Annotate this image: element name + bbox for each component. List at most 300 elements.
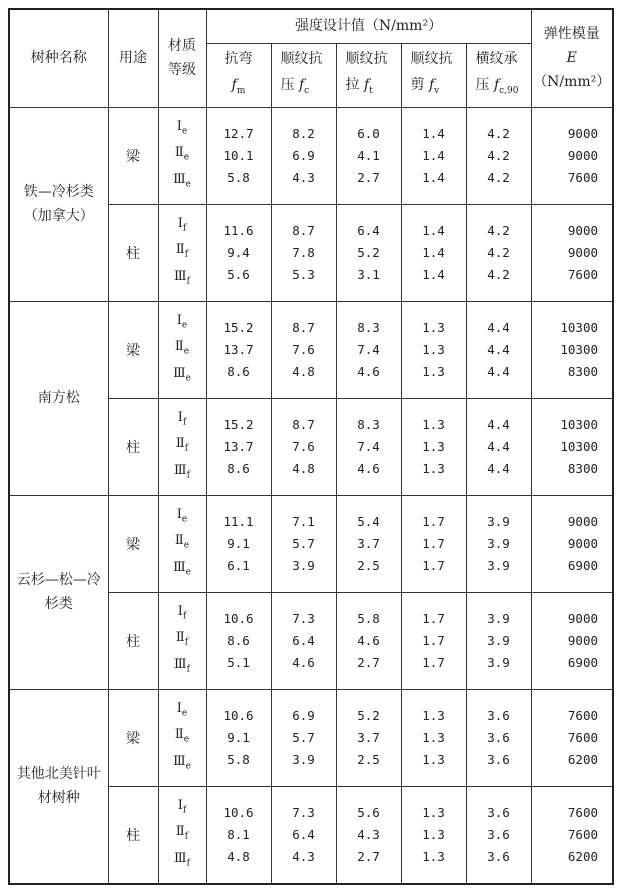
value: 7600 xyxy=(567,729,599,745)
value: 5.6 xyxy=(227,266,250,282)
header-grade-label: 材质等级 xyxy=(168,38,196,79)
table-row-block xyxy=(9,107,613,204)
value: 6200 xyxy=(567,848,599,864)
value-cell xyxy=(531,398,613,495)
grade-numeral: Ⅲ xyxy=(173,753,186,769)
value: 7600 xyxy=(567,169,599,185)
header-col-4 xyxy=(466,43,531,107)
value: 4.2 xyxy=(487,169,510,185)
symbol-subscript: t xyxy=(369,85,373,96)
header-col-content xyxy=(281,46,327,104)
grade-label xyxy=(159,336,206,363)
symbol: f xyxy=(231,77,237,94)
value: 7.3 xyxy=(292,610,315,626)
value: 1.4 xyxy=(422,266,445,282)
value-cell xyxy=(401,107,466,204)
value-cell xyxy=(336,204,401,301)
grade-subscript: f xyxy=(182,417,187,428)
header-col-label: 顺纹抗拉 xyxy=(345,51,388,94)
grade-numeral: Ⅱ xyxy=(174,339,184,355)
grade-label xyxy=(159,213,206,240)
value: 3.6 xyxy=(487,751,510,767)
value: 2.5 xyxy=(357,557,380,573)
value: 3.7 xyxy=(357,729,380,745)
value: 8300 xyxy=(567,460,599,476)
grade-subscript: e xyxy=(181,708,188,719)
grade-label xyxy=(159,557,206,584)
header-col-label: 顺纹抗剪 xyxy=(410,51,453,94)
value: 1.3 xyxy=(422,707,445,723)
grade-subscript: e xyxy=(183,540,190,551)
value: 4.2 xyxy=(487,222,510,238)
grade-numeral: Ⅰ xyxy=(176,506,182,522)
grade-label xyxy=(159,310,206,337)
grade-numeral: Ⅰ xyxy=(177,603,183,619)
table-row-block xyxy=(9,495,613,592)
grade-subscript: f xyxy=(184,443,189,454)
grade-subscript: e xyxy=(183,734,190,745)
grade-subscript: e xyxy=(183,346,190,357)
value: 7600 xyxy=(567,804,599,820)
grade-label xyxy=(159,654,206,681)
grade-label xyxy=(159,601,206,628)
value: 1.3 xyxy=(422,848,445,864)
value: 6.4 xyxy=(292,632,315,648)
value: 4.4 xyxy=(487,341,510,357)
value: 8.1 xyxy=(227,826,250,842)
value: 7600 xyxy=(567,826,599,842)
value: 5.6 xyxy=(357,804,380,820)
grade-numeral: Ⅱ xyxy=(174,533,184,549)
value: 5.8 xyxy=(227,169,250,185)
grade-label xyxy=(159,266,206,293)
value: 1.4 xyxy=(422,169,445,185)
value: 9.1 xyxy=(227,729,250,745)
grade-numeral: Ⅱ xyxy=(174,727,184,743)
value: 1.3 xyxy=(422,826,445,842)
value: 11.6 xyxy=(223,222,254,238)
value: 1.3 xyxy=(422,804,445,820)
value: 3.7 xyxy=(357,535,380,551)
table-row-block xyxy=(9,301,613,398)
header-species: 树种名称 xyxy=(9,9,108,107)
use-label: 柱 xyxy=(108,592,158,689)
value: 3.9 xyxy=(487,654,510,670)
header-col-content xyxy=(411,46,457,104)
value-cell xyxy=(336,495,401,592)
value-cell xyxy=(336,786,401,884)
value: 4.1 xyxy=(357,147,380,163)
value: 4.3 xyxy=(292,848,315,864)
value: 4.2 xyxy=(487,147,510,163)
value: 3.9 xyxy=(487,535,510,551)
value-cell xyxy=(271,398,336,495)
grade-numeral: Ⅰ xyxy=(176,700,182,716)
value: 7.8 xyxy=(292,244,315,260)
value: 1.3 xyxy=(422,319,445,335)
grade-label xyxy=(159,698,206,725)
value: 1.3 xyxy=(422,729,445,745)
value-cell xyxy=(466,204,531,301)
value: 8.3 xyxy=(357,416,380,432)
grade-subscript: e xyxy=(185,567,191,578)
value: 5.1 xyxy=(227,654,250,670)
value-cell xyxy=(401,786,466,884)
grade-numeral: Ⅰ xyxy=(177,409,183,425)
value: 8.6 xyxy=(227,363,250,379)
value-cell xyxy=(336,398,401,495)
grade-subscript: f xyxy=(186,276,190,287)
grade-cell xyxy=(158,204,206,301)
header-col-symbol xyxy=(363,77,373,96)
symbol: f xyxy=(298,77,305,94)
value: 1.7 xyxy=(422,610,445,626)
header-col-symbol xyxy=(216,72,262,104)
value-cell xyxy=(401,204,466,301)
symbol-subscript: v xyxy=(434,85,440,96)
value: 7.6 xyxy=(292,341,315,357)
value: 5.7 xyxy=(292,729,315,745)
header-use: 用途 xyxy=(108,9,158,107)
value: 10300 xyxy=(560,416,599,432)
value-cell xyxy=(531,495,613,592)
grade-label xyxy=(159,363,206,390)
value-cell xyxy=(206,495,271,592)
grade-numeral: Ⅲ xyxy=(173,559,186,575)
value: 3.6 xyxy=(487,826,510,842)
header-col-symbol xyxy=(493,77,519,96)
value: 1.7 xyxy=(422,513,445,529)
value: 8.3 xyxy=(357,319,380,335)
value: 4.3 xyxy=(292,169,315,185)
header-modulus xyxy=(531,9,613,107)
header-col-content xyxy=(216,46,262,104)
header-strength-group: 强度设计值（N/mm²） xyxy=(206,9,531,43)
species-name: 云杉—松—冷杉类 xyxy=(9,495,108,689)
grade-numeral: Ⅱ xyxy=(174,145,184,161)
value: 3.6 xyxy=(487,729,510,745)
value: 8.7 xyxy=(292,319,315,335)
value: 10.1 xyxy=(223,147,254,163)
grade-label xyxy=(159,239,206,266)
value-cell xyxy=(206,107,271,204)
grade-cell xyxy=(158,592,206,689)
grade-subscript: f xyxy=(184,249,189,260)
grade-numeral: Ⅰ xyxy=(177,215,183,231)
value: 9000 xyxy=(567,125,599,141)
value: 4.6 xyxy=(357,363,380,379)
grade-cell xyxy=(158,689,206,786)
value: 4.6 xyxy=(357,632,380,648)
grade-label xyxy=(159,751,206,778)
value: 4.4 xyxy=(487,363,510,379)
value: 1.3 xyxy=(422,460,445,476)
value: 3.6 xyxy=(487,707,510,723)
value: 4.8 xyxy=(227,848,250,864)
value: 3.9 xyxy=(487,557,510,573)
species-name: 铁—冷杉类（加拿大） xyxy=(9,107,108,301)
value: 10.6 xyxy=(223,707,254,723)
value: 1.7 xyxy=(422,654,445,670)
grade-numeral: Ⅱ xyxy=(175,630,185,646)
value-cell xyxy=(466,495,531,592)
header-grade xyxy=(158,9,206,107)
value: 3.6 xyxy=(487,804,510,820)
value: 3.9 xyxy=(487,632,510,648)
value: 1.4 xyxy=(422,125,445,141)
header-col-symbol xyxy=(298,77,310,96)
value-cell xyxy=(531,301,613,398)
grade-label xyxy=(159,169,206,196)
grade-subscript: f xyxy=(184,831,189,842)
grade-subscript: f xyxy=(182,611,187,622)
grade-numeral: Ⅲ xyxy=(174,656,187,672)
grade-numeral: Ⅲ xyxy=(174,850,187,866)
value-cell xyxy=(271,301,336,398)
grade-numeral: Ⅲ xyxy=(174,268,187,284)
grade-label xyxy=(159,116,206,143)
value-cell xyxy=(271,592,336,689)
value: 9000 xyxy=(567,535,599,551)
value-cell xyxy=(531,689,613,786)
value-cell xyxy=(271,204,336,301)
symbol-subscript: c xyxy=(304,85,310,96)
grade-subscript: f xyxy=(182,805,187,816)
grade-subscript: e xyxy=(185,373,191,384)
value-cell xyxy=(531,204,613,301)
grade-label xyxy=(159,460,206,487)
value-cell xyxy=(466,107,531,204)
grade-numeral: Ⅲ xyxy=(174,462,187,478)
value-cell xyxy=(466,301,531,398)
header-col-content xyxy=(346,46,392,104)
value: 7600 xyxy=(567,266,599,282)
header-col-1 xyxy=(271,43,336,107)
value: 4.8 xyxy=(292,363,315,379)
value: 5.8 xyxy=(357,610,380,626)
symbol: f xyxy=(493,77,500,94)
table-row-block xyxy=(9,689,613,786)
value: 3.9 xyxy=(292,557,315,573)
value-cell xyxy=(466,398,531,495)
header-col-label: 抗弯 xyxy=(224,51,253,68)
value-cell xyxy=(271,786,336,884)
value: 3.6 xyxy=(487,848,510,864)
value: 5.2 xyxy=(357,244,380,260)
grade-subscript: e xyxy=(185,179,191,190)
value: 8.7 xyxy=(292,222,315,238)
value: 2.7 xyxy=(357,169,380,185)
grade-subscript: f xyxy=(182,223,187,234)
value: 6900 xyxy=(567,654,599,670)
value-cell xyxy=(336,689,401,786)
value: 6.4 xyxy=(292,826,315,842)
header-modulus-label: 弹性模量 xyxy=(543,26,600,43)
symbol-subscript: c,90 xyxy=(499,85,519,96)
value: 1.7 xyxy=(422,557,445,573)
grade-cell xyxy=(158,301,206,398)
value: 1.4 xyxy=(422,147,445,163)
value-cell xyxy=(401,398,466,495)
value: 1.4 xyxy=(422,222,445,238)
grade-numeral: Ⅱ xyxy=(175,824,185,840)
value-cell xyxy=(206,301,271,398)
value-cell xyxy=(206,204,271,301)
value-cell xyxy=(466,689,531,786)
header-modulus-symbol: E xyxy=(566,50,577,67)
value: 3.9 xyxy=(487,513,510,529)
value: 1.7 xyxy=(422,632,445,648)
value-cell xyxy=(401,689,466,786)
grade-numeral: Ⅰ xyxy=(177,797,183,813)
value: 6900 xyxy=(567,557,599,573)
value: 9.1 xyxy=(227,535,250,551)
value: 9000 xyxy=(567,632,599,648)
grade-subscript: e xyxy=(181,320,188,331)
use-label: 柱 xyxy=(108,204,158,301)
value-cell xyxy=(336,301,401,398)
value: 10.6 xyxy=(223,610,254,626)
value: 1.4 xyxy=(422,244,445,260)
value: 9000 xyxy=(567,244,599,260)
value: 4.2 xyxy=(487,125,510,141)
value: 8.6 xyxy=(227,632,250,648)
value: 7.4 xyxy=(357,341,380,357)
value-cell xyxy=(531,786,613,884)
header-modulus-unit: （N/mm²） xyxy=(533,74,611,91)
value: 4.2 xyxy=(487,266,510,282)
value: 8.2 xyxy=(292,125,315,141)
value: 1.3 xyxy=(422,438,445,454)
grade-label xyxy=(159,627,206,654)
grade-subscript: f xyxy=(186,664,190,675)
value: 2.7 xyxy=(357,654,380,670)
value: 1.3 xyxy=(422,416,445,432)
value-cell xyxy=(401,301,466,398)
value: 6.9 xyxy=(292,707,315,723)
grade-numeral: Ⅱ xyxy=(175,436,185,452)
value-cell xyxy=(271,495,336,592)
value: 9.4 xyxy=(227,244,250,260)
value-cell xyxy=(336,592,401,689)
value: 6.1 xyxy=(227,557,250,573)
grade-cell xyxy=(158,107,206,204)
use-label: 梁 xyxy=(108,107,158,204)
grade-subscript: e xyxy=(183,152,190,163)
value: 1.7 xyxy=(422,535,445,551)
value: 5.8 xyxy=(227,751,250,767)
value: 4.4 xyxy=(487,416,510,432)
grade-cell xyxy=(158,495,206,592)
value-cell xyxy=(271,689,336,786)
value: 13.7 xyxy=(223,438,254,454)
value: 3.9 xyxy=(487,610,510,626)
value: 6.0 xyxy=(357,125,380,141)
value: 10300 xyxy=(560,438,599,454)
value: 9000 xyxy=(567,147,599,163)
value-cell xyxy=(336,107,401,204)
grade-label xyxy=(159,821,206,848)
value: 4.4 xyxy=(487,438,510,454)
value: 8.7 xyxy=(292,416,315,432)
grade-subscript: e xyxy=(185,761,191,772)
grade-label xyxy=(159,795,206,822)
value: 1.3 xyxy=(422,363,445,379)
value: 4.8 xyxy=(292,460,315,476)
grade-numeral: Ⅱ xyxy=(175,242,185,258)
grade-numeral: Ⅲ xyxy=(173,365,186,381)
value: 8300 xyxy=(567,363,599,379)
value-cell xyxy=(531,107,613,204)
value: 7.1 xyxy=(292,513,315,529)
value-cell xyxy=(466,592,531,689)
grade-numeral: Ⅰ xyxy=(176,312,182,328)
value: 15.2 xyxy=(223,416,254,432)
header-col-2 xyxy=(336,43,401,107)
grade-cell xyxy=(158,398,206,495)
header-col-label: 横纹承压 xyxy=(475,51,518,94)
value: 4.6 xyxy=(357,460,380,476)
value: 3.9 xyxy=(292,751,315,767)
value: 1.3 xyxy=(422,341,445,357)
value: 10300 xyxy=(560,319,599,335)
grade-label xyxy=(159,407,206,434)
value: 10300 xyxy=(560,341,599,357)
species-name: 其他北美针叶材树种 xyxy=(9,689,108,884)
value: 7.3 xyxy=(292,804,315,820)
value: 3.1 xyxy=(357,266,380,282)
header-col-label: 顺纹抗压 xyxy=(280,51,323,94)
value-cell xyxy=(466,786,531,884)
value: 4.3 xyxy=(357,826,380,842)
value: 1.3 xyxy=(422,751,445,767)
value: 13.7 xyxy=(223,341,254,357)
use-label: 柱 xyxy=(108,786,158,884)
value: 7.6 xyxy=(292,438,315,454)
value-cell xyxy=(206,689,271,786)
grade-label xyxy=(159,848,206,875)
value: 11.1 xyxy=(223,513,254,529)
header-col-0 xyxy=(206,43,271,107)
value: 9000 xyxy=(567,222,599,238)
value: 4.4 xyxy=(487,460,510,476)
grade-subscript: f xyxy=(184,637,189,648)
value: 4.4 xyxy=(487,319,510,335)
species-name: 南方松 xyxy=(9,301,108,495)
header-col-3 xyxy=(401,43,466,107)
grade-label xyxy=(159,504,206,531)
value: 5.2 xyxy=(357,707,380,723)
value: 9000 xyxy=(567,610,599,626)
grade-numeral: Ⅰ xyxy=(176,118,182,134)
symbol: f xyxy=(363,77,370,94)
value: 5.4 xyxy=(357,513,380,529)
use-label: 梁 xyxy=(108,689,158,786)
value: 2.5 xyxy=(357,751,380,767)
grade-label xyxy=(159,433,206,460)
use-label: 梁 xyxy=(108,495,158,592)
value-cell xyxy=(401,592,466,689)
grade-subscript: f xyxy=(186,470,190,481)
value: 10.6 xyxy=(223,804,254,820)
value: 2.7 xyxy=(357,848,380,864)
symbol: f xyxy=(428,77,435,94)
grade-cell xyxy=(158,786,206,884)
grade-subscript: f xyxy=(186,858,190,869)
value: 7600 xyxy=(567,707,599,723)
grade-label xyxy=(159,724,206,751)
value-cell xyxy=(531,592,613,689)
